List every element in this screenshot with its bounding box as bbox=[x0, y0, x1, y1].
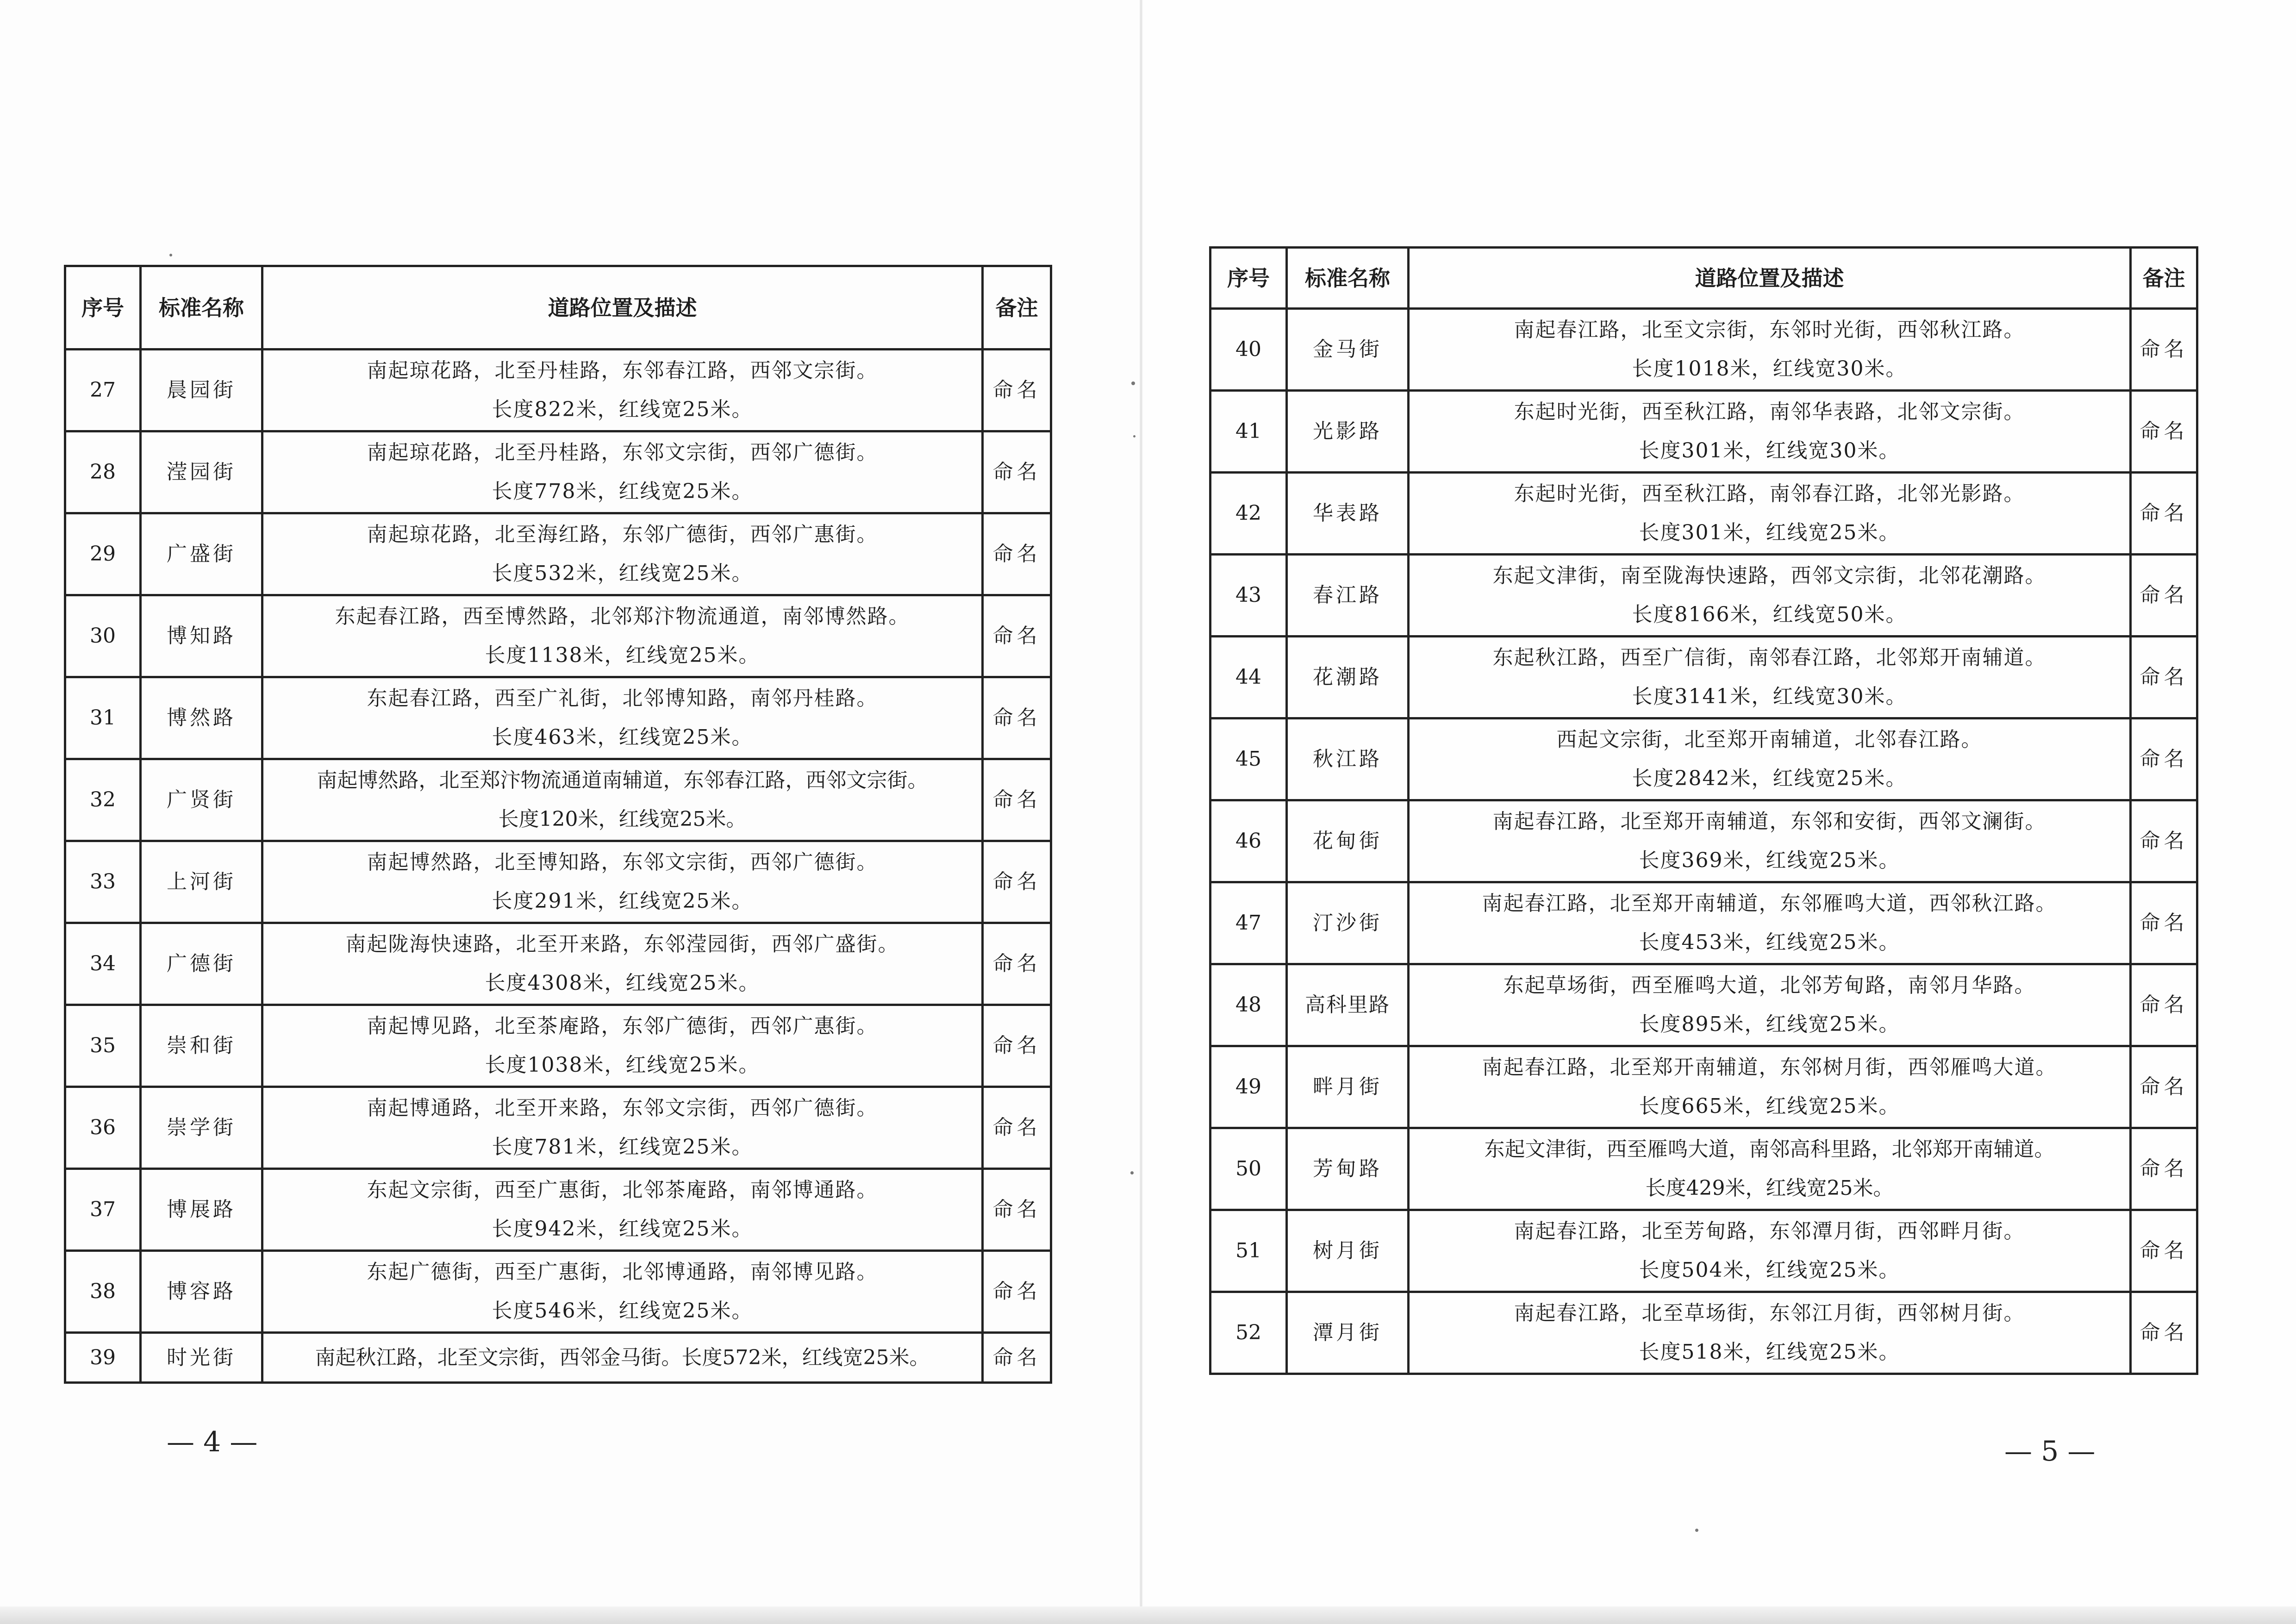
seq-cell: 30 bbox=[65, 595, 141, 677]
note-cell: 命名 bbox=[983, 677, 1051, 759]
road-desc-cell bbox=[262, 841, 983, 923]
note-cell: 命名 bbox=[2131, 1128, 2197, 1210]
desc-line-1: 南起秋江路，北至文宗街，西邻金马街。长度572米，红线宽25米。 bbox=[315, 1345, 930, 1369]
note-cell: 命名 bbox=[2131, 800, 2197, 882]
desc-line-1: 南起春江路，北至芳甸路，东邻潭月街，西邻畔月街。 bbox=[1514, 1219, 2025, 1243]
road-desc-cell bbox=[262, 759, 983, 841]
desc-line-1: 南起琼花路，北至丹桂路，东邻文宗街，西邻广德街。 bbox=[367, 441, 878, 464]
desc-line-2: 长度781米，红线宽25米。 bbox=[492, 1135, 753, 1159]
table-row bbox=[1210, 964, 2197, 1046]
seq-cell: 50 bbox=[1210, 1128, 1287, 1210]
page-number-right: — 5 — bbox=[2004, 1435, 2096, 1468]
scan-speck bbox=[169, 254, 172, 256]
seq-cell: 37 bbox=[65, 1169, 141, 1251]
road-desc-cell bbox=[262, 677, 983, 759]
desc-line-2: 长度120米，红线宽25米。 bbox=[498, 807, 747, 831]
table-row bbox=[65, 841, 1051, 923]
desc-line-2: 长度822米，红线宽25米。 bbox=[492, 398, 753, 421]
road-desc-cell bbox=[262, 1169, 983, 1251]
table-row bbox=[65, 677, 1051, 759]
table-row bbox=[1210, 1292, 2197, 1374]
header-seq: 序号 bbox=[1210, 248, 1287, 309]
table-row bbox=[1210, 555, 2197, 637]
desc-line-2: 长度4308米，红线宽25米。 bbox=[485, 971, 760, 995]
desc-line-2: 长度369米，红线宽25米。 bbox=[1639, 849, 1900, 872]
desc-line-1: 南起琼花路，北至海红路，东邻广德街，西邻广惠街。 bbox=[367, 523, 878, 546]
road-name-cell: 潭月街 bbox=[1287, 1292, 1409, 1374]
road-desc-cell bbox=[1409, 964, 2131, 1046]
desc-line-1: 东起时光街，西至秋江路，南邻春江路，北邻光影路。 bbox=[1514, 482, 2025, 506]
desc-line-2: 长度1138米，红线宽25米。 bbox=[485, 643, 760, 667]
note-cell: 命名 bbox=[2131, 964, 2197, 1046]
note-cell: 命名 bbox=[2131, 309, 2197, 391]
desc-line-1: 南起春江路，北至文宗街，东邻时光街，西邻秋江路。 bbox=[1514, 318, 2025, 342]
desc-line-2: 长度3141米，红线宽30米。 bbox=[1632, 685, 1907, 708]
seq-cell: 34 bbox=[65, 923, 141, 1005]
table-row bbox=[1210, 800, 2197, 882]
desc-line-2: 长度895米，红线宽25米。 bbox=[1639, 1012, 1900, 1036]
header-note: 备注 bbox=[983, 266, 1051, 350]
desc-line-2: 长度2842米，红线宽25米。 bbox=[1632, 767, 1907, 790]
road-desc-cell bbox=[262, 1333, 983, 1383]
road-desc-cell bbox=[1409, 800, 2131, 882]
road-name-cell: 汀沙街 bbox=[1287, 882, 1409, 964]
header-name: 标准名称 bbox=[141, 266, 262, 350]
seq-cell: 38 bbox=[65, 1251, 141, 1333]
table-row bbox=[65, 1005, 1051, 1087]
desc-line-1: 东起文津街，西至雁鸣大道，南邻高科里路，北邻郑开南辅道。 bbox=[1484, 1137, 2055, 1161]
road-naming-table-right bbox=[1209, 246, 2198, 1375]
note-cell: 命名 bbox=[983, 1169, 1051, 1251]
note-cell: 命名 bbox=[983, 1251, 1051, 1333]
road-desc-cell bbox=[262, 923, 983, 1005]
note-cell: 命名 bbox=[983, 841, 1051, 923]
table-row bbox=[65, 1087, 1051, 1169]
road-name-cell: 广盛街 bbox=[141, 513, 262, 595]
note-cell: 命名 bbox=[983, 513, 1051, 595]
desc-line-1: 东起广德街，西至广惠街，北邻博通路，南邻博见路。 bbox=[367, 1260, 878, 1284]
desc-line-2: 长度504米，红线宽25米。 bbox=[1639, 1258, 1900, 1282]
scan-speck bbox=[1131, 381, 1135, 385]
road-desc-cell bbox=[1409, 637, 2131, 718]
desc-line-2: 长度453米，红线宽25米。 bbox=[1639, 931, 1900, 954]
note-cell: 命名 bbox=[983, 431, 1051, 513]
table-row bbox=[65, 923, 1051, 1005]
table-header-row bbox=[65, 266, 1051, 350]
desc-line-2: 长度301米，红线宽25米。 bbox=[1639, 521, 1900, 544]
scan-speck bbox=[1133, 435, 1136, 437]
table-header-row bbox=[1210, 248, 2197, 309]
table-row bbox=[1210, 391, 2197, 473]
road-desc-cell bbox=[262, 350, 983, 431]
table-row bbox=[1210, 309, 2197, 391]
note-cell: 命名 bbox=[2131, 1046, 2197, 1128]
road-name-cell: 树月街 bbox=[1287, 1210, 1409, 1292]
seq-cell: 51 bbox=[1210, 1210, 1287, 1292]
header-name: 标准名称 bbox=[1287, 248, 1409, 309]
seq-cell: 29 bbox=[65, 513, 141, 595]
desc-line-2: 长度1038米，红线宽25米。 bbox=[485, 1053, 760, 1077]
note-cell: 命名 bbox=[2131, 718, 2197, 800]
seq-cell: 46 bbox=[1210, 800, 1287, 882]
seq-cell: 36 bbox=[65, 1087, 141, 1169]
road-name-cell: 博知路 bbox=[141, 595, 262, 677]
desc-line-1: 东起文宗街，西至广惠街，北邻茶庵路，南邻博通路。 bbox=[367, 1178, 878, 1202]
desc-line-1: 南起博见路，北至茶庵路，东邻广德街，西邻广惠街。 bbox=[367, 1014, 878, 1038]
note-cell: 命名 bbox=[2131, 555, 2197, 637]
seq-cell: 42 bbox=[1210, 473, 1287, 555]
road-name-cell: 花潮路 bbox=[1287, 637, 1409, 718]
table-row bbox=[65, 431, 1051, 513]
note-cell: 命名 bbox=[983, 350, 1051, 431]
road-desc-cell bbox=[1409, 309, 2131, 391]
road-name-cell: 广贤街 bbox=[141, 759, 262, 841]
desc-line-1: 南起博然路，北至郑汴物流通道南辅道，东邻春江路，西邻文宗街。 bbox=[317, 768, 928, 792]
road-desc-cell bbox=[262, 595, 983, 677]
note-cell: 命名 bbox=[2131, 473, 2197, 555]
road-desc-cell bbox=[1409, 1210, 2131, 1292]
road-desc-cell bbox=[262, 1087, 983, 1169]
desc-line-1: 南起春江路，北至郑开南辅道，东邻树月街，西邻雁鸣大道。 bbox=[1482, 1056, 2057, 1079]
table-row bbox=[1210, 1210, 2197, 1292]
road-name-cell: 时光街 bbox=[141, 1333, 262, 1383]
road-desc-cell bbox=[1409, 1046, 2131, 1128]
header-desc: 道路位置及描述 bbox=[262, 266, 983, 350]
seq-cell: 52 bbox=[1210, 1292, 1287, 1374]
note-cell: 命名 bbox=[983, 1333, 1051, 1383]
seq-cell: 43 bbox=[1210, 555, 1287, 637]
note-cell: 命名 bbox=[983, 1087, 1051, 1169]
desc-line-1: 东起春江路，西至博然路，北邻郑汴物流通道，南邻博然路。 bbox=[335, 605, 910, 628]
road-desc-cell bbox=[262, 1251, 983, 1333]
road-desc-cell bbox=[1409, 391, 2131, 473]
road-desc-cell bbox=[262, 513, 983, 595]
header-note: 备注 bbox=[2131, 248, 2197, 309]
desc-line-2: 长度778米，红线宽25米。 bbox=[492, 480, 753, 503]
desc-line-2: 长度8166米，红线宽50米。 bbox=[1632, 603, 1907, 626]
desc-line-2: 长度532米，红线宽25米。 bbox=[492, 562, 753, 585]
desc-line-1: 西起文宗街，北至郑开南辅道，北邻春江路。 bbox=[1556, 728, 1983, 751]
table-row bbox=[65, 759, 1051, 841]
seq-cell: 39 bbox=[65, 1333, 141, 1383]
table-row bbox=[65, 1251, 1051, 1333]
road-desc-cell bbox=[1409, 473, 2131, 555]
seq-cell: 48 bbox=[1210, 964, 1287, 1046]
desc-line-1: 东起春江路，西至广礼街，北邻博知路，南邻丹桂路。 bbox=[367, 687, 878, 710]
note-cell: 命名 bbox=[983, 595, 1051, 677]
road-name-cell: 晨园街 bbox=[141, 350, 262, 431]
desc-line-1: 南起琼花路，北至丹桂路，东邻春江路，西邻文宗街。 bbox=[367, 359, 878, 382]
road-name-cell: 博展路 bbox=[141, 1169, 262, 1251]
road-name-cell: 滢园街 bbox=[141, 431, 262, 513]
road-name-cell: 春江路 bbox=[1287, 555, 1409, 637]
road-name-cell: 博容路 bbox=[141, 1251, 262, 1333]
table-row bbox=[65, 513, 1051, 595]
seq-cell: 40 bbox=[1210, 309, 1287, 391]
desc-line-1: 南起春江路，北至郑开南辅道，东邻雁鸣大道，西邻秋江路。 bbox=[1482, 892, 2057, 915]
header-seq: 序号 bbox=[65, 266, 141, 350]
road-name-cell: 华表路 bbox=[1287, 473, 1409, 555]
note-cell: 命名 bbox=[2131, 1210, 2197, 1292]
seq-cell: 35 bbox=[65, 1005, 141, 1087]
desc-line-1: 南起博然路，北至博知路，东邻文宗街，西邻广德街。 bbox=[367, 850, 878, 874]
book-gutter bbox=[1140, 0, 1142, 1624]
desc-line-1: 东起时光街，西至秋江路，南邻华表路，北邻文宗街。 bbox=[1514, 400, 2025, 424]
road-name-cell: 广德街 bbox=[141, 923, 262, 1005]
desc-line-1: 南起春江路，北至郑开南辅道，东邻和安街，西邻文澜街。 bbox=[1492, 810, 2046, 833]
road-desc-cell bbox=[1409, 1292, 2131, 1374]
road-desc-cell bbox=[1409, 1128, 2131, 1210]
seq-cell: 49 bbox=[1210, 1046, 1287, 1128]
scan-speck bbox=[1695, 1529, 1698, 1532]
note-cell: 命名 bbox=[983, 759, 1051, 841]
road-desc-cell bbox=[262, 431, 983, 513]
road-name-cell: 芳甸路 bbox=[1287, 1128, 1409, 1210]
desc-line-1: 东起文津街，南至陇海快速路，西邻文宗街，北邻花潮路。 bbox=[1492, 564, 2046, 587]
road-name-cell: 花甸街 bbox=[1287, 800, 1409, 882]
road-name-cell: 畔月街 bbox=[1287, 1046, 1409, 1128]
road-name-cell: 高科里路 bbox=[1287, 964, 1409, 1046]
table-row bbox=[1210, 718, 2197, 800]
desc-line-2: 长度665米，红线宽25米。 bbox=[1639, 1094, 1900, 1118]
road-name-cell: 上河街 bbox=[141, 841, 262, 923]
seq-cell: 33 bbox=[65, 841, 141, 923]
desc-line-1: 南起博通路，北至开来路，东邻文宗街，西邻广德街。 bbox=[367, 1096, 878, 1120]
seq-cell: 27 bbox=[65, 350, 141, 431]
note-cell: 命名 bbox=[2131, 391, 2197, 473]
table-row bbox=[65, 595, 1051, 677]
desc-line-1: 东起秋江路，西至广信街，南邻春江路，北邻郑开南辅道。 bbox=[1492, 646, 2046, 669]
desc-line-2: 长度546米，红线宽25米。 bbox=[492, 1299, 753, 1323]
seq-cell: 47 bbox=[1210, 882, 1287, 964]
desc-line-2: 长度463米，红线宽25米。 bbox=[492, 725, 753, 749]
note-cell: 命名 bbox=[983, 923, 1051, 1005]
seq-cell: 44 bbox=[1210, 637, 1287, 718]
desc-line-2: 长度1018米，红线宽30米。 bbox=[1632, 357, 1907, 381]
road-name-cell: 金马街 bbox=[1287, 309, 1409, 391]
desc-line-1: 东起草场街，西至雁鸣大道，北邻芳甸路，南邻月华路。 bbox=[1503, 974, 2036, 997]
desc-line-2: 长度518米，红线宽25米。 bbox=[1639, 1340, 1900, 1364]
scan-speck bbox=[1130, 1171, 1134, 1174]
road-name-cell: 博然路 bbox=[141, 677, 262, 759]
table-row bbox=[65, 1169, 1051, 1251]
seq-cell: 31 bbox=[65, 677, 141, 759]
desc-line-1: 南起春江路，北至草场街，东邻江月街，西邻树月街。 bbox=[1514, 1301, 2025, 1325]
seq-cell: 45 bbox=[1210, 718, 1287, 800]
desc-line-1: 南起陇海快速路，北至开来路，东邻滢园街，西邻广盛街。 bbox=[345, 932, 899, 956]
road-name-cell: 秋江路 bbox=[1287, 718, 1409, 800]
scan-bottom-edge bbox=[0, 1606, 2296, 1624]
desc-line-2: 长度291米，红线宽25米。 bbox=[492, 889, 753, 913]
note-cell: 命名 bbox=[2131, 882, 2197, 964]
desc-line-2: 长度429米，红线宽25米。 bbox=[1645, 1176, 1894, 1200]
road-naming-table-left bbox=[64, 265, 1052, 1384]
road-desc-cell bbox=[1409, 882, 2131, 964]
table-row bbox=[1210, 473, 2197, 555]
road-name-cell: 光影路 bbox=[1287, 391, 1409, 473]
desc-line-2: 长度301米，红线宽30米。 bbox=[1639, 439, 1900, 462]
table-row bbox=[1210, 1046, 2197, 1128]
note-cell: 命名 bbox=[2131, 1292, 2197, 1374]
page-number-left: — 4 — bbox=[167, 1426, 258, 1458]
note-cell: 命名 bbox=[983, 1005, 1051, 1087]
road-desc-cell bbox=[262, 1005, 983, 1087]
table-row bbox=[1210, 637, 2197, 718]
road-desc-cell bbox=[1409, 555, 2131, 637]
table-row bbox=[1210, 1128, 2197, 1210]
table-row bbox=[1210, 882, 2197, 964]
road-name-cell: 崇和街 bbox=[141, 1005, 262, 1087]
road-desc-cell bbox=[1409, 718, 2131, 800]
note-cell: 命名 bbox=[2131, 637, 2197, 718]
seq-cell: 32 bbox=[65, 759, 141, 841]
header-desc: 道路位置及描述 bbox=[1409, 248, 2131, 309]
table-row bbox=[65, 350, 1051, 431]
seq-cell: 28 bbox=[65, 431, 141, 513]
road-name-cell: 崇学街 bbox=[141, 1087, 262, 1169]
table-row bbox=[65, 1333, 1051, 1383]
desc-line-2: 长度942米，红线宽25米。 bbox=[492, 1217, 753, 1241]
seq-cell: 41 bbox=[1210, 391, 1287, 473]
